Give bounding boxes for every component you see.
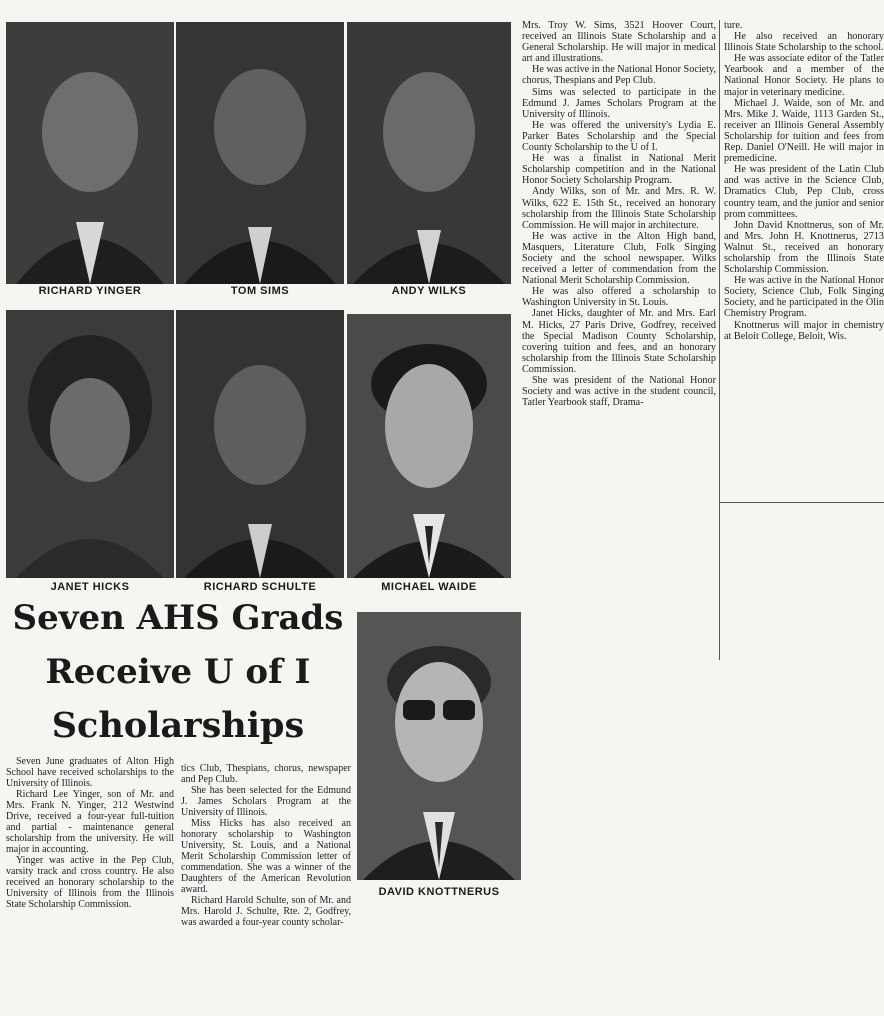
paragraph: He was a finalist in National Merit Scholarship competition and in the National Honor Society Scholarship Program. xyxy=(522,153,716,187)
paragraph: He was active in the Alton High band, Masquers, Literature Club, Folk Singing Society and the school newspaper. Wilks received a letter of commendation from the National Merit Scholarship Commission. xyxy=(522,230,716,287)
paragraph: tics Club, Thespians, chorus, newspaper and Pep Club. xyxy=(181,763,351,785)
caption-janet-hicks: JANET HICKS xyxy=(50,581,130,593)
paragraph: Yinger was active in the Pep Club, varsity track and cross country. He also received an honorary scholarship to the University of Illinois from the Illinois State Scholarship Commission. xyxy=(6,855,174,910)
article-column-3 xyxy=(522,20,716,408)
headline-line-1: Seven AHS Grads xyxy=(12,598,344,638)
paragraph: ture. xyxy=(724,20,743,31)
paragraph: He was also offered a scholarship to Washington University in St. Louis. xyxy=(522,286,716,309)
article-column-4 xyxy=(704,20,884,342)
caption-michael-waide: MICHAEL WAIDE xyxy=(381,581,477,593)
paragraph: Sims was selected to participate in the Edmund J. James Scholars Program at the University of Illinois. xyxy=(522,86,716,120)
caption-richard-yinger: RICHARD YINGER xyxy=(38,285,142,297)
headline-line-3: Scholarships xyxy=(51,705,305,746)
paragraph: He was active in the National Honor Society, Science Club, Folk Singing Society, and he participated in the Olin Chemistry Program. xyxy=(724,275,884,320)
photo-michael-waide xyxy=(347,314,511,578)
paragraph: Richard Harold Schulte, son of Mr. and Mrs. Harold J. Schulte, Rte. 2, Godfrey, was awarded a four-year county scholar- xyxy=(181,895,351,928)
paragraph: Mrs. Troy W. Sims, 3521 Hoover Court, received an Illinois State Scholarship and a General Scholarship. He will major in medical art and illustrations. xyxy=(522,20,716,65)
paragraph: He was active in the National Honor Society, chorus, Thespians and Pep Club. xyxy=(522,64,716,87)
paragraph: Knottnerus will major in chemistry at Beloit College, Beloit, Wis. xyxy=(724,319,884,342)
photo-andy-wilks xyxy=(347,22,511,284)
paragraph: He was offered the university's Lydia E. Parker Bates Scholarship and the Special County Scholarship to the U of I. xyxy=(522,119,716,154)
caption-tom-sims: TOM SIMS xyxy=(230,285,290,297)
paragraph: Janet Hicks, daughter of Mr. and Mrs. Earl M. Hicks, 27 Paris Drive, Godfrey, received the Special Madison County Scholarship, covering tuition and fees, and an honorary scholarship from the Illinois State Scholarship Commission. xyxy=(522,308,716,375)
photo-tom-sims xyxy=(176,22,344,284)
paragraph: He was president of the Latin Club and was active in the Science Club, Dramatics Club, Pep Club, cross country team, and the junior and senior prom committees. xyxy=(724,164,884,220)
caption-richard-schulte: RICHARD SCHULTE xyxy=(203,581,317,593)
headline-line-2: Receive U of I xyxy=(45,652,311,692)
caption-andy-wilks: ANDY WILKS xyxy=(391,285,467,297)
column-end-rule xyxy=(719,502,884,503)
photo-david-knottnerus xyxy=(357,612,521,880)
paragraph: Seven June graduates of Alton High School have received scholarships to the University of Illinois. xyxy=(6,756,174,789)
paragraph: She was president of the National Honor Society and was active in the student council, Tatler Yearbook staff, Drama- xyxy=(522,375,716,409)
paragraph: John David Knottnerus, son of Mr. and Mrs. John H. Knottnerus, 2713 Walnut St., received an honorary scholarship from the Illinois State Scholarship Commission. xyxy=(724,219,884,276)
paragraph: She has been selected for the Edmund J. James Scholars Program at the University of Illinois. xyxy=(181,785,351,818)
photo-janet-hicks xyxy=(6,310,174,578)
paragraph: Michael J. Waide, son of Mr. and Mrs. Mike J. Waide, 1113 Garden St., receiver an Illinois General Assembly Scholarship for tuition and fees from Rep. Daniel O'Neill. He will major in premedicine. xyxy=(724,97,884,165)
paragraph: He also received an honorary Illinois State Scholarship to the school. xyxy=(724,31,884,54)
photo-richard-schulte xyxy=(176,310,344,578)
article-column-1 xyxy=(6,756,174,910)
photo-richard-yinger xyxy=(6,22,174,284)
article-column-2 xyxy=(181,763,351,928)
paragraph: He was associate editor of the Tatler Yearbook and a member of the National Honor Society. He plans to major in veterinary medicine. xyxy=(724,53,884,98)
paragraph: Andy Wilks, son of Mr. and Mrs. R. W. Wilks, 622 E. 15th St., received an honorary scholarship from the Illinois State Scholarship Commission. He will major in architecture. xyxy=(522,186,716,231)
paragraph: Miss Hicks has also received an honorary scholarship to Washington University, St. Louis, and a National Merit Scholarship Commission letter of commendation. She was a winner of the Daughters of the American Revolution award. xyxy=(181,818,351,895)
caption-david-knottnerus: DAVID KNOTTNERUS xyxy=(378,886,500,898)
paragraph: Richard Lee Yinger, son of Mr. and Mrs. Frank N. Yinger, 212 Westwind Drive, received a four-year full-tuition and partial - maintenance general scholarship from the university. He will major in accounting. xyxy=(6,789,174,855)
